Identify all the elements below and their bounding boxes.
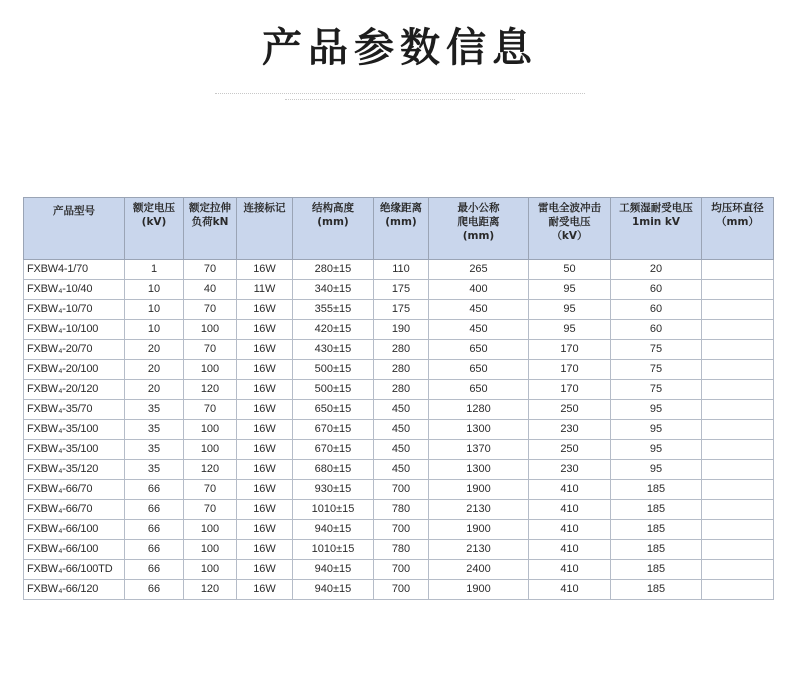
cell-creepage-distance: 400 — [429, 280, 529, 300]
cell-ring-diameter — [702, 420, 774, 440]
header-row — [24, 198, 774, 260]
cell-structure-height: 930±15 — [293, 480, 374, 500]
cell-structure-height: 650±15 — [293, 400, 374, 420]
cell-tensile-load: 70 — [184, 400, 237, 420]
cell-insulation-distance: 450 — [374, 440, 429, 460]
cell-model: FXBW₄-66/100 — [24, 520, 125, 540]
cell-lightning-impulse: 95 — [529, 280, 611, 300]
cell-insulation-distance: 110 — [374, 260, 429, 280]
product-parameter-table — [23, 197, 774, 600]
cell-power-freq-wet: 60 — [611, 300, 702, 320]
table-row — [24, 520, 774, 540]
cell-ring-diameter — [702, 580, 774, 600]
table-row — [24, 260, 774, 280]
cell-ring-diameter — [702, 500, 774, 520]
cell-model: FXBW₄-35/100 — [24, 420, 125, 440]
table-row — [24, 540, 774, 560]
cell-tensile-load: 100 — [184, 420, 237, 440]
cell-model: FXBW₄-10/40 — [24, 280, 125, 300]
cell-tensile-load: 100 — [184, 440, 237, 460]
cell-structure-height: 1010±15 — [293, 500, 374, 520]
cell-connection-mark: 16W — [237, 300, 293, 320]
cell-rated-voltage: 35 — [125, 440, 184, 460]
cell-connection-mark: 16W — [237, 560, 293, 580]
cell-lightning-impulse: 95 — [529, 320, 611, 340]
cell-power-freq-wet: 95 — [611, 460, 702, 480]
table-row — [24, 300, 774, 320]
cell-model: FXBW₄-66/100TD — [24, 560, 125, 580]
cell-model: FXBW₄-35/120 — [24, 460, 125, 480]
table-row — [24, 440, 774, 460]
cell-tensile-load: 120 — [184, 580, 237, 600]
cell-connection-mark: 16W — [237, 580, 293, 600]
cell-power-freq-wet: 95 — [611, 400, 702, 420]
cell-creepage-distance: 2400 — [429, 560, 529, 580]
cell-insulation-distance: 700 — [374, 580, 429, 600]
cell-ring-diameter — [702, 560, 774, 580]
table-row — [24, 400, 774, 420]
cell-lightning-impulse: 410 — [529, 540, 611, 560]
cell-insulation-distance: 450 — [374, 400, 429, 420]
cell-power-freq-wet: 75 — [611, 360, 702, 380]
cell-insulation-distance: 280 — [374, 380, 429, 400]
cell-structure-height: 430±15 — [293, 340, 374, 360]
cell-model: FXBW₄-10/100 — [24, 320, 125, 340]
cell-creepage-distance: 650 — [429, 380, 529, 400]
cell-lightning-impulse: 170 — [529, 380, 611, 400]
cell-rated-voltage: 66 — [125, 540, 184, 560]
cell-structure-height: 280±15 — [293, 260, 374, 280]
table-row — [24, 460, 774, 480]
cell-structure-height: 940±15 — [293, 520, 374, 540]
cell-structure-height: 420±15 — [293, 320, 374, 340]
cell-structure-height: 340±15 — [293, 280, 374, 300]
cell-structure-height: 670±15 — [293, 420, 374, 440]
cell-lightning-impulse: 410 — [529, 480, 611, 500]
cell-power-freq-wet: 185 — [611, 560, 702, 580]
cell-tensile-load: 100 — [184, 520, 237, 540]
cell-power-freq-wet: 185 — [611, 480, 702, 500]
header-rated-voltage: 额定电压 (kV) — [125, 198, 184, 260]
cell-insulation-distance: 175 — [374, 280, 429, 300]
cell-lightning-impulse: 410 — [529, 580, 611, 600]
table-header — [24, 198, 774, 260]
cell-insulation-distance: 190 — [374, 320, 429, 340]
table-row — [24, 420, 774, 440]
cell-model: FXBW₄-66/70 — [24, 480, 125, 500]
cell-lightning-impulse: 250 — [529, 440, 611, 460]
cell-insulation-distance: 700 — [374, 520, 429, 540]
cell-ring-diameter — [702, 380, 774, 400]
cell-structure-height: 500±15 — [293, 360, 374, 380]
cell-ring-diameter — [702, 340, 774, 360]
cell-ring-diameter — [702, 540, 774, 560]
cell-creepage-distance: 1300 — [429, 420, 529, 440]
cell-creepage-distance: 450 — [429, 300, 529, 320]
table-row — [24, 580, 774, 600]
header-structure-height: 结构高度 (mm) — [293, 198, 374, 260]
cell-connection-mark: 16W — [237, 380, 293, 400]
cell-connection-mark: 16W — [237, 440, 293, 460]
cell-tensile-load: 120 — [184, 460, 237, 480]
header-rated-tensile-load: 额定拉伸 负荷kN — [184, 198, 237, 260]
table-row — [24, 360, 774, 380]
cell-insulation-distance: 700 — [374, 560, 429, 580]
cell-rated-voltage: 35 — [125, 420, 184, 440]
cell-rated-voltage: 66 — [125, 480, 184, 500]
table-row — [24, 320, 774, 340]
cell-creepage-distance: 1280 — [429, 400, 529, 420]
table-row — [24, 340, 774, 360]
cell-connection-mark: 16W — [237, 480, 293, 500]
cell-tensile-load: 100 — [184, 320, 237, 340]
cell-tensile-load: 70 — [184, 480, 237, 500]
cell-power-freq-wet: 60 — [611, 320, 702, 340]
cell-connection-mark: 16W — [237, 320, 293, 340]
table-row — [24, 380, 774, 400]
cell-connection-mark: 16W — [237, 460, 293, 480]
cell-insulation-distance: 700 — [374, 480, 429, 500]
table-body — [24, 260, 774, 600]
cell-power-freq-wet: 185 — [611, 500, 702, 520]
cell-creepage-distance: 1900 — [429, 580, 529, 600]
cell-rated-voltage: 66 — [125, 520, 184, 540]
cell-insulation-distance: 280 — [374, 360, 429, 380]
cell-structure-height: 1010±15 — [293, 540, 374, 560]
cell-power-freq-wet: 185 — [611, 520, 702, 540]
cell-creepage-distance: 1370 — [429, 440, 529, 460]
header-creepage-distance: 最小公称 爬电距离 (mm) — [429, 198, 529, 260]
cell-lightning-impulse: 50 — [529, 260, 611, 280]
cell-structure-height: 940±15 — [293, 580, 374, 600]
cell-insulation-distance: 780 — [374, 540, 429, 560]
cell-rated-voltage: 20 — [125, 340, 184, 360]
cell-rated-voltage: 35 — [125, 400, 184, 420]
cell-rated-voltage: 10 — [125, 320, 184, 340]
cell-model: FXBW₄-20/120 — [24, 380, 125, 400]
cell-insulation-distance: 450 — [374, 420, 429, 440]
cell-connection-mark: 16W — [237, 520, 293, 540]
cell-lightning-impulse: 410 — [529, 560, 611, 580]
cell-ring-diameter — [702, 280, 774, 300]
cell-tensile-load: 120 — [184, 380, 237, 400]
cell-rated-voltage: 20 — [125, 360, 184, 380]
cell-insulation-distance: 780 — [374, 500, 429, 520]
cell-ring-diameter — [702, 440, 774, 460]
cell-ring-diameter — [702, 360, 774, 380]
cell-rated-voltage: 66 — [125, 560, 184, 580]
cell-tensile-load: 100 — [184, 540, 237, 560]
cell-ring-diameter — [702, 400, 774, 420]
cell-creepage-distance: 1900 — [429, 520, 529, 540]
cell-model: FXBW₄-66/100 — [24, 540, 125, 560]
cell-creepage-distance: 1900 — [429, 480, 529, 500]
cell-ring-diameter — [702, 520, 774, 540]
cell-connection-mark: 16W — [237, 420, 293, 440]
cell-rated-voltage: 66 — [125, 580, 184, 600]
cell-creepage-distance: 2130 — [429, 500, 529, 520]
cell-model: FXBW4-1/70 — [24, 260, 125, 280]
cell-creepage-distance: 650 — [429, 360, 529, 380]
cell-power-freq-wet: 60 — [611, 280, 702, 300]
cell-connection-mark: 16W — [237, 260, 293, 280]
table-row — [24, 280, 774, 300]
cell-creepage-distance: 450 — [429, 320, 529, 340]
header-connection-mark: 连接标记 — [237, 198, 293, 260]
cell-ring-diameter — [702, 480, 774, 500]
title-divider-short — [285, 99, 515, 100]
cell-tensile-load: 70 — [184, 500, 237, 520]
cell-model: FXBW₄-66/120 — [24, 580, 125, 600]
cell-model: FXBW₄-20/70 — [24, 340, 125, 360]
cell-rated-voltage: 66 — [125, 500, 184, 520]
cell-connection-mark: 16W — [237, 340, 293, 360]
cell-rated-voltage: 10 — [125, 300, 184, 320]
cell-model: FXBW₄-66/70 — [24, 500, 125, 520]
cell-lightning-impulse: 230 — [529, 420, 611, 440]
cell-lightning-impulse: 410 — [529, 520, 611, 540]
cell-power-freq-wet: 75 — [611, 380, 702, 400]
cell-lightning-impulse: 230 — [529, 460, 611, 480]
cell-structure-height: 940±15 — [293, 560, 374, 580]
cell-rated-voltage: 1 — [125, 260, 184, 280]
cell-structure-height: 670±15 — [293, 440, 374, 460]
cell-lightning-impulse: 410 — [529, 500, 611, 520]
cell-insulation-distance: 450 — [374, 460, 429, 480]
cell-lightning-impulse: 170 — [529, 340, 611, 360]
cell-connection-mark: 11W — [237, 280, 293, 300]
cell-tensile-load: 100 — [184, 560, 237, 580]
cell-connection-mark: 16W — [237, 360, 293, 380]
cell-creepage-distance: 265 — [429, 260, 529, 280]
header-insulation-distance: 绝缘距离 (mm) — [374, 198, 429, 260]
cell-model: FXBW₄-35/100 — [24, 440, 125, 460]
title-divider — [215, 93, 585, 94]
cell-power-freq-wet: 75 — [611, 340, 702, 360]
cell-connection-mark: 16W — [237, 540, 293, 560]
cell-power-freq-wet: 20 — [611, 260, 702, 280]
cell-ring-diameter — [702, 460, 774, 480]
table-row — [24, 480, 774, 500]
page-title: 产品参数信息 — [262, 25, 538, 71]
cell-tensile-load: 100 — [184, 360, 237, 380]
cell-tensile-load: 70 — [184, 300, 237, 320]
header-model: 产品型号 — [24, 198, 125, 260]
table-row — [24, 500, 774, 520]
cell-rated-voltage: 10 — [125, 280, 184, 300]
cell-insulation-distance: 175 — [374, 300, 429, 320]
cell-power-freq-wet: 95 — [611, 440, 702, 460]
cell-lightning-impulse: 170 — [529, 360, 611, 380]
header-grading-ring-diameter: 均压环直径 （mm） — [702, 198, 774, 260]
cell-connection-mark: 16W — [237, 500, 293, 520]
cell-creepage-distance: 1300 — [429, 460, 529, 480]
header-lightning-impulse-voltage: 雷电全波冲击 耐受电压 （kV） — [529, 198, 611, 260]
cell-power-freq-wet: 95 — [611, 420, 702, 440]
cell-model: FXBW₄-10/70 — [24, 300, 125, 320]
cell-ring-diameter — [702, 320, 774, 340]
cell-creepage-distance: 650 — [429, 340, 529, 360]
cell-structure-height: 500±15 — [293, 380, 374, 400]
cell-lightning-impulse: 250 — [529, 400, 611, 420]
cell-structure-height: 355±15 — [293, 300, 374, 320]
cell-ring-diameter — [702, 300, 774, 320]
cell-creepage-distance: 2130 — [429, 540, 529, 560]
cell-model: FXBW₄-20/100 — [24, 360, 125, 380]
cell-tensile-load: 70 — [184, 340, 237, 360]
cell-tensile-load: 40 — [184, 280, 237, 300]
cell-power-freq-wet: 185 — [611, 540, 702, 560]
cell-rated-voltage: 35 — [125, 460, 184, 480]
cell-lightning-impulse: 95 — [529, 300, 611, 320]
cell-insulation-distance: 280 — [374, 340, 429, 360]
header-power-freq-wet-voltage: 工频湿耐受电压 1min kV — [611, 198, 702, 260]
table-row — [24, 560, 774, 580]
cell-structure-height: 680±15 — [293, 460, 374, 480]
cell-connection-mark: 16W — [237, 400, 293, 420]
cell-tensile-load: 70 — [184, 260, 237, 280]
cell-ring-diameter — [702, 260, 774, 280]
cell-model: FXBW₄-35/70 — [24, 400, 125, 420]
cell-power-freq-wet: 185 — [611, 580, 702, 600]
cell-rated-voltage: 20 — [125, 380, 184, 400]
